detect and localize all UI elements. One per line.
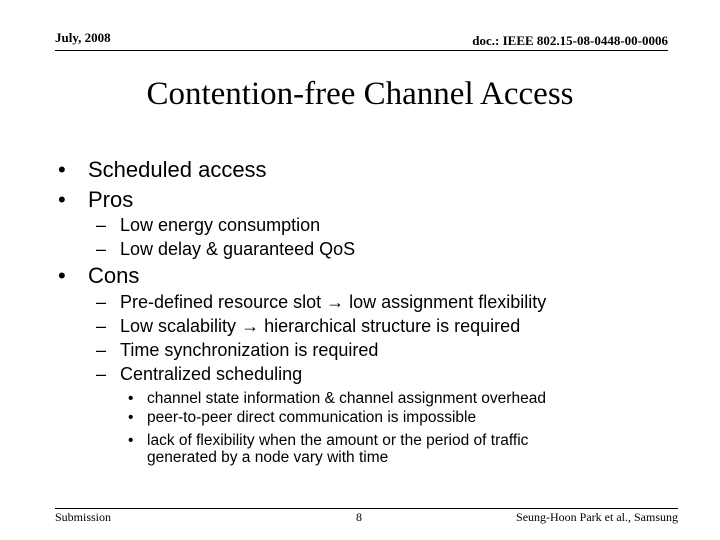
header-date: July, 2008 (55, 30, 111, 45)
bullet-text: Cons (88, 263, 140, 288)
dash-marker: – (96, 215, 107, 235)
header-divider (55, 50, 668, 51)
bullet-marker: • (128, 409, 134, 426)
bullet-marker: • (58, 157, 66, 182)
bullet-text: Pros (88, 187, 134, 212)
item-text (120, 316, 520, 337)
item-text: Low delay & guaranteed QoS (120, 239, 356, 259)
dash-marker: – (96, 316, 107, 336)
footer-page-number: 8 (356, 510, 362, 524)
footer-submission: Submission (55, 510, 112, 524)
right-arrow-icon: → (241, 316, 260, 336)
item-text-b: hierarchical structure is required (264, 316, 521, 336)
item-text: generated by a node vary with time (147, 449, 389, 466)
item-text: Low energy consumption (120, 215, 321, 235)
item-text-a: Low scalability (120, 316, 237, 336)
bullet-marker: • (128, 432, 134, 449)
dash-marker: – (96, 292, 107, 312)
footer-divider (55, 508, 678, 509)
bullet-text: Scheduled access (88, 157, 267, 182)
bullet-marker: • (58, 187, 66, 212)
slide-title: Contention-free Channel Access (146, 76, 574, 112)
bullet-marker: • (128, 390, 134, 407)
item-text: peer-to-peer direct communication is impossible (147, 409, 477, 426)
item-text: channel state information & channel assignment overhead (147, 390, 546, 407)
item-text: Centralized scheduling (120, 364, 303, 384)
header-doc-id: doc.: IEEE 802.15-08-0448-00-0006 (472, 33, 668, 48)
footer-author: Seung-Hoon Park et al., Samsung (516, 510, 678, 524)
dash-marker: – (96, 364, 107, 384)
dash-marker: – (96, 239, 107, 259)
bullet-marker: • (58, 263, 66, 288)
right-arrow-icon: → (326, 292, 345, 312)
item-text: Time synchronization is required (120, 340, 379, 360)
item-text-b: low assignment flexibility (349, 292, 547, 312)
dash-marker: – (96, 340, 107, 360)
item-text (120, 292, 546, 313)
item-text-a: Pre-defined resource slot (120, 292, 322, 312)
item-text: lack of flexibility when the amount or the period of traffic (147, 432, 529, 449)
